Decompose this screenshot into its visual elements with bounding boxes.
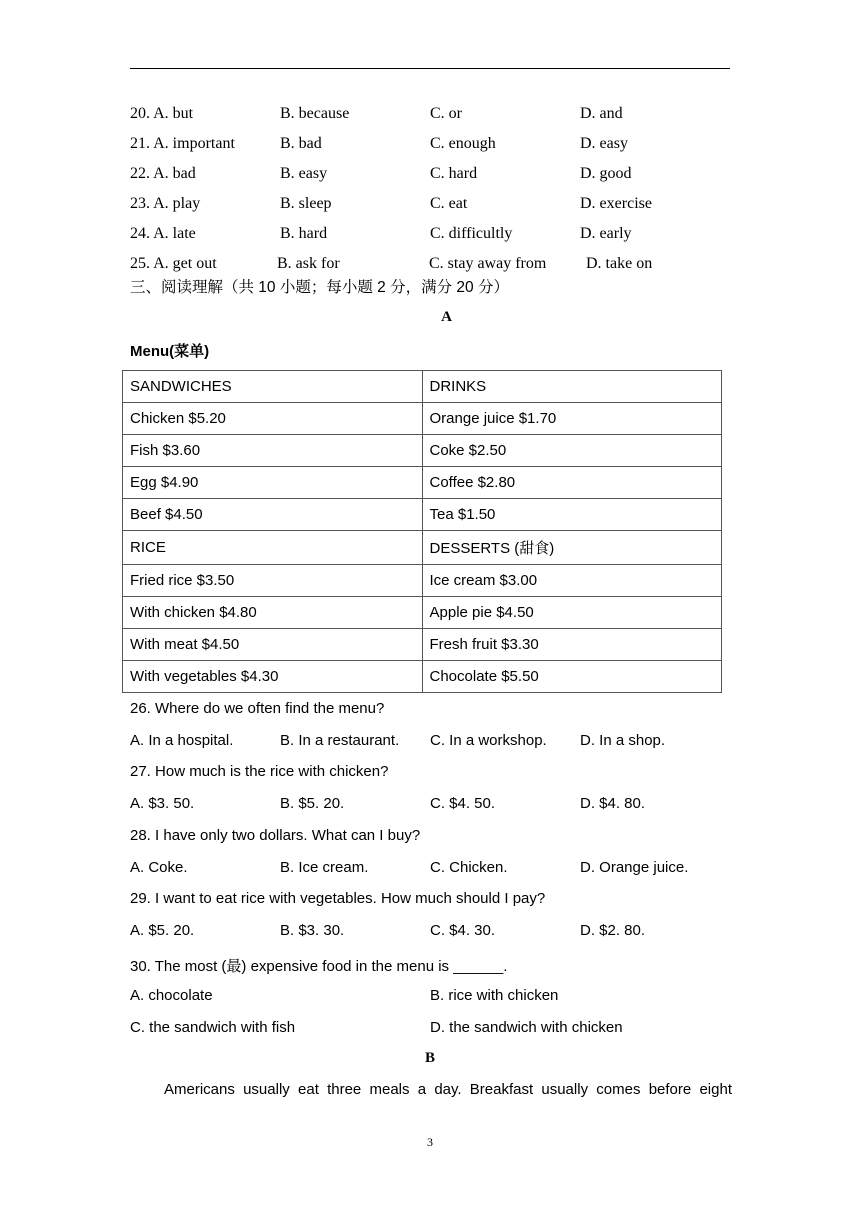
option-d: D. early — [580, 225, 632, 242]
menu-cell: With vegetables $4.30 — [123, 661, 423, 693]
option-c: C. or — [430, 105, 462, 122]
option-d: D. good — [580, 165, 632, 182]
menu-cell: Ice cream $3.00 — [422, 565, 722, 597]
question-30: 30. The most (最) expensive food in the menu is ______. — [130, 958, 508, 975]
option-d: D. exercise — [580, 195, 652, 212]
menu-cell: With chicken $4.80 — [123, 597, 423, 629]
menu-row — [123, 629, 722, 661]
menu-row — [123, 597, 722, 629]
menu-cell: Coke $2.50 — [422, 435, 722, 467]
section-heading: 三、阅读理解（共 10 小题；每小题 2 分，满分 20 分） — [130, 279, 509, 296]
menu-table — [122, 370, 722, 693]
menu-cell: Chicken $5.20 — [123, 403, 423, 435]
cloze-option-row — [130, 135, 750, 157]
answer-option-b: B. rice with chicken — [430, 987, 559, 1004]
option-c: C. enough — [430, 135, 496, 152]
cloze-option-row — [130, 195, 750, 217]
option-b: B. hard — [280, 225, 328, 242]
menu-cell: Coffee $2.80 — [422, 467, 722, 499]
menu-row — [123, 435, 722, 467]
menu-cell: Apple pie $4.50 — [422, 597, 722, 629]
option-d: D. take on — [586, 255, 653, 272]
question-28: 28. I have only two dollars. What can I buy? — [130, 827, 421, 844]
question-27: 27. How much is the rice with chicken? — [130, 763, 389, 780]
menu-row — [123, 499, 722, 531]
answer-option-c: C. In a workshop. — [430, 732, 547, 749]
menu-cell: Fresh fruit $3.30 — [422, 629, 722, 661]
option-a: 23. A. play — [130, 195, 201, 212]
menu-cell: DRINKS — [422, 371, 722, 403]
cloze-option-row — [130, 105, 750, 127]
option-a: 20. A. but — [130, 105, 194, 122]
answer-option-b: B. $5. 20. — [280, 795, 345, 812]
option-b: B. easy — [280, 165, 328, 182]
menu-row — [123, 531, 722, 565]
answer-option-c: C. the sandwich with fish — [130, 1019, 296, 1036]
cloze-option-row — [130, 255, 750, 277]
menu-cell: Fried rice $3.50 — [123, 565, 423, 597]
menu-row — [123, 371, 722, 403]
option-a: 24. A. late — [130, 225, 196, 242]
menu-title: Menu(菜单) — [130, 343, 210, 360]
option-a: 25. A. get out — [130, 255, 217, 272]
option-b: B. bad — [280, 135, 322, 152]
menu-cell: Beef $4.50 — [123, 499, 423, 531]
option-a: 22. A. bad — [130, 165, 196, 182]
passage-a-label: A — [441, 309, 452, 325]
menu-row — [123, 661, 722, 693]
cloze-option-row — [130, 165, 750, 187]
option-c: C. stay away from — [429, 255, 547, 272]
answer-option-a: A. chocolate — [130, 987, 213, 1004]
answer-option-b: B. In a restaurant. — [280, 732, 400, 749]
cloze-option-row — [130, 225, 750, 247]
answer-option-a: A. $3. 50. — [130, 795, 195, 812]
option-c: C. hard — [430, 165, 478, 182]
answer-option-d: D. $4. 80. — [580, 795, 646, 812]
option-b: B. sleep — [280, 195, 332, 212]
menu-row — [123, 403, 722, 435]
answer-option-b: B. Ice cream. — [280, 859, 369, 876]
menu-cell: With meat $4.50 — [123, 629, 423, 661]
menu-cell: Orange juice $1.70 — [422, 403, 722, 435]
menu-cell: Chocolate $5.50 — [422, 661, 722, 693]
menu-cell: Egg $4.90 — [123, 467, 423, 499]
passage-b-paragraph: Americans usually eat three meals a day. Breakfast usually comes before eight — [164, 1081, 732, 1098]
header-rule — [130, 68, 730, 69]
answer-option-a: A. Coke. — [130, 859, 188, 876]
answer-option-c: C. $4. 50. — [430, 795, 496, 812]
answer-option-a: A. $5. 20. — [130, 922, 195, 939]
answer-option-c: C. $4. 30. — [430, 922, 496, 939]
menu-row — [123, 467, 722, 499]
menu-row — [123, 565, 722, 597]
menu-cell: RICE — [123, 531, 423, 565]
answer-option-c: C. Chicken. — [430, 859, 508, 876]
answer-option-a: A. In a hospital. — [130, 732, 234, 749]
option-b: B. because — [280, 105, 350, 122]
passage-b-label: B — [424, 1050, 435, 1066]
question-26: 26. Where do we often find the menu? — [130, 700, 385, 717]
option-b: B. ask for — [277, 255, 340, 272]
option-c: C. eat — [430, 195, 468, 212]
option-d: D. and — [580, 105, 623, 122]
menu-cell: Tea $1.50 — [422, 499, 722, 531]
answer-option-d: D. In a shop. — [580, 732, 666, 749]
answer-option-d: D. $2. 80. — [580, 922, 646, 939]
option-c: C. difficultly — [430, 225, 513, 242]
answer-option-d: D. Orange juice. — [580, 859, 689, 876]
menu-cell: DESSERTS (甜食) — [422, 531, 722, 565]
page-number: 3 — [427, 1135, 433, 1149]
menu-cell: SANDWICHES — [123, 371, 423, 403]
option-d: D. easy — [580, 135, 628, 152]
option-a: 21. A. important — [130, 135, 235, 152]
question-29: 29. I want to eat rice with vegetables. How much should I pay? — [130, 890, 546, 907]
menu-cell: Fish $3.60 — [123, 435, 423, 467]
answer-option-d: D. the sandwich with chicken — [430, 1019, 623, 1036]
answer-option-b: B. $3. 30. — [280, 922, 345, 939]
